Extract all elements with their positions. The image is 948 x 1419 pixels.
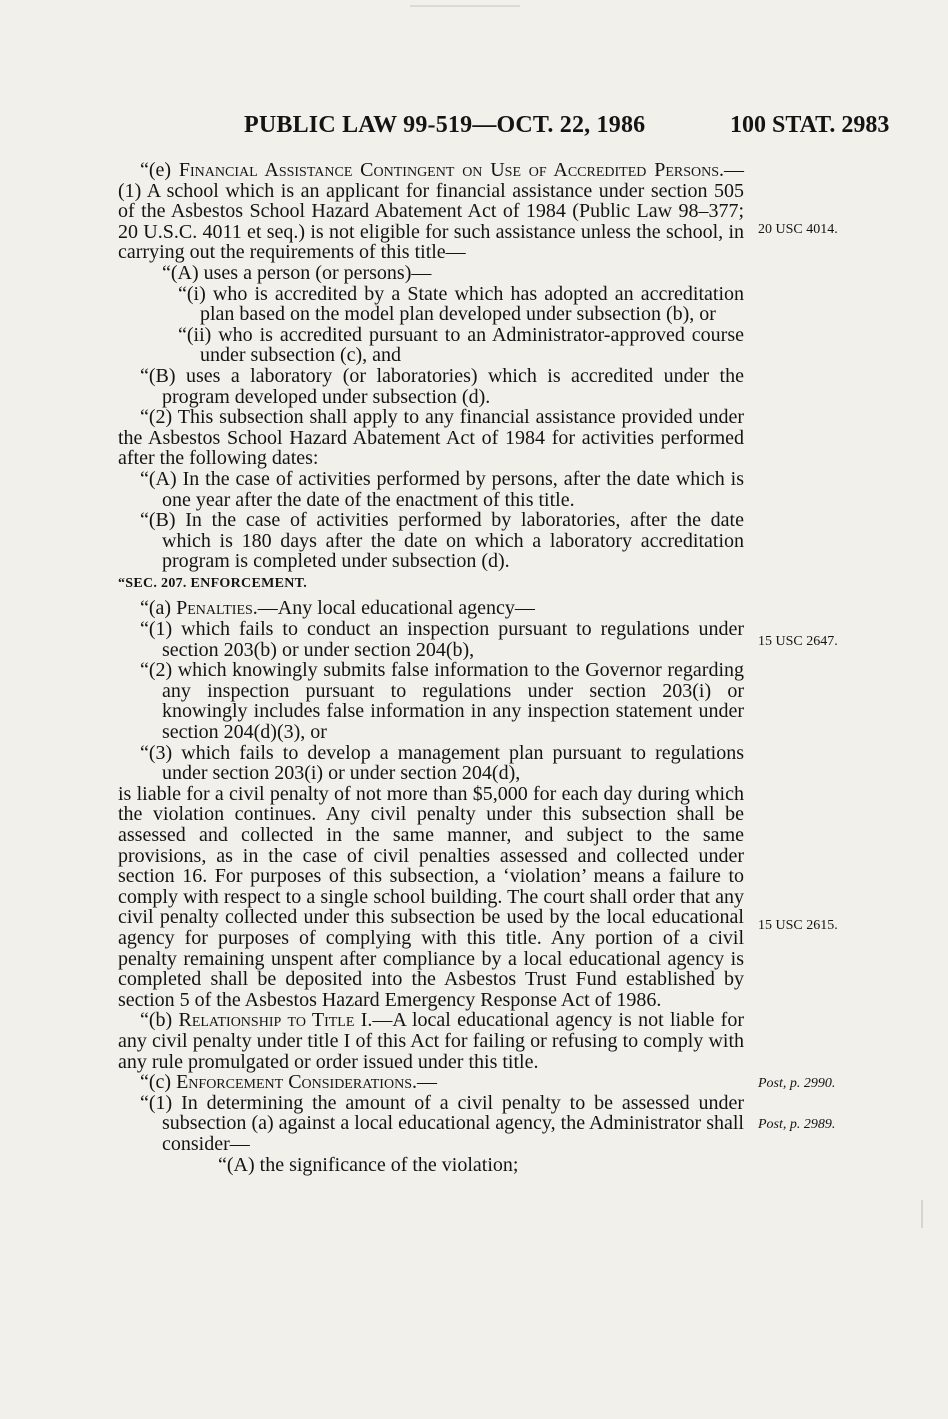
text-run: “(2) which knowingly submits false information to the Governor regarding any inspection pursuant to regulations under section 203(i) or knowingly includes false information in any inspection statement under section 204(d)(3), or	[140, 659, 744, 744]
statute-page-number: 100 STAT. 2983	[730, 112, 890, 138]
paragraph	[118, 1072, 744, 1093]
text-run: “(1) In determining the amount of a civil penalty to be assessed under subsection (a) against a local educational agency, the Administrator shall consider—	[140, 1091, 744, 1155]
paragraph	[118, 619, 744, 660]
page-header	[0, 112, 948, 152]
paragraph	[118, 284, 744, 325]
paragraph	[118, 263, 744, 284]
paragraph	[118, 1010, 744, 1072]
text-run: “(ii) who is accredited pursuant to an Administrator-approved course under subsection (c), and	[178, 323, 744, 367]
paragraph	[118, 160, 744, 263]
subsection-heading: Relationship to Title I	[178, 1009, 368, 1032]
paragraph	[118, 325, 744, 366]
text-run: .—A local educational agency is not liable for any civil penalty under title I of this Act for failing or refusing to comply with any rule promulgated or order issued under this title.	[118, 1009, 744, 1073]
paragraph	[118, 1093, 744, 1155]
margin-note-post-2989: Post, p. 2989.	[758, 1117, 836, 1132]
subsection-heading: Financial Assistance Contingent on Use of Accredited Persons	[178, 159, 720, 181]
text-run: “(A) uses a person (or persons)—	[162, 261, 432, 284]
paragraph	[118, 1155, 744, 1176]
text-run: “(B) In the case of activities performed by laboratories, after the date which is 180 days after the date on which a laboratory accreditation program is completed under subsection (d).	[140, 509, 744, 573]
paragraph	[118, 510, 744, 572]
text-run: “(B) uses a laboratory (or laboratories) which is accredited under the program developed under subsection (d).	[140, 364, 744, 408]
text-run: “(c)	[140, 1071, 177, 1094]
text-run: .—(1) A school which is an applicant for financial assistance under section 505 of the Asbestos School Hazard Abatement Act of 1984 (Public Law 98–377; 20 U.S.C. 4011 et seq.) is not eligible for such assistance unless the school, in carrying out the requirements of this title—	[118, 159, 745, 264]
text-run: .—Any local educational agency—	[252, 597, 535, 620]
running-head-title: PUBLIC LAW 99-519—OCT. 22, 1986	[244, 112, 646, 138]
text-run: “(1) which fails to conduct an inspection pursuant to regulations under section 203(b) or under section 204(b),	[140, 618, 744, 661]
subsection-heading: Penalties	[176, 597, 253, 620]
text-run: “(2) This subsection shall apply to any financial assistance provided under the Asbestos School Hazard Abatement Act of 1984 for activities performed after the following dates:	[118, 406, 744, 470]
margin-note-15-usc-2647: 15 USC 2647.	[758, 634, 838, 649]
paragraph	[118, 598, 744, 619]
paragraph	[118, 469, 744, 510]
paragraph	[118, 407, 744, 469]
paragraph	[118, 743, 744, 784]
text-run: “(A) the significance of the violation;	[218, 1153, 519, 1176]
text-run: “(A) In the case of activities performed by persons, after the date which is one year after the date of the enactment of this title.	[140, 467, 744, 511]
text-run: is liable for a civil penalty of not more than $5,000 for each day during which the violation continues. Any civil penalty under this subsection shall be assessed and collected in the same manner, and subject to the same provisions, as in the case of civil penalties assessed and collected under section 16. For purposes of this subsection, a ‘violation’ means a failure to comply with respect to a single school building. The court shall order that any civil penalty collected under this subsection be used by the local educational agency for purposes of complying with this title. Any portion of a civil penalty remaining unspent after compliance by a local educational agency is completed shall be deposited into the Asbestos Trust Fund established by section 5 of the Asbestos Hazard Emergency Response Act of 1986.	[118, 782, 744, 1011]
margin-note-20-usc-4014: 20 USC 4014.	[758, 222, 838, 237]
margin-note-post-2990: Post, p. 2990.	[758, 1076, 836, 1091]
paragraph	[118, 660, 744, 742]
text-run: “(a)	[140, 597, 177, 620]
paragraph	[118, 784, 744, 1011]
text-run: “(b)	[140, 1009, 179, 1032]
text-run: “(3) which fails to develop a management plan pursuant to regulations under section 203(i) or under section 204(d),	[140, 741, 744, 785]
body-text	[118, 160, 744, 1175]
text-run: “(i) who is accredited by a State which has adopted an accreditation plan based on the model plan developed under subsection (b), or	[178, 282, 744, 326]
text-run: .—	[411, 1071, 437, 1094]
section-heading	[118, 574, 744, 595]
subsection-heading: Enforcement Considerations	[176, 1071, 412, 1094]
text-run: “SEC. 207. ENFORCEMENT.	[118, 575, 308, 591]
text-run: “(e)	[140, 159, 179, 181]
paragraph	[118, 366, 744, 407]
margin-note-15-usc-2615: 15 USC 2615.	[758, 918, 838, 933]
